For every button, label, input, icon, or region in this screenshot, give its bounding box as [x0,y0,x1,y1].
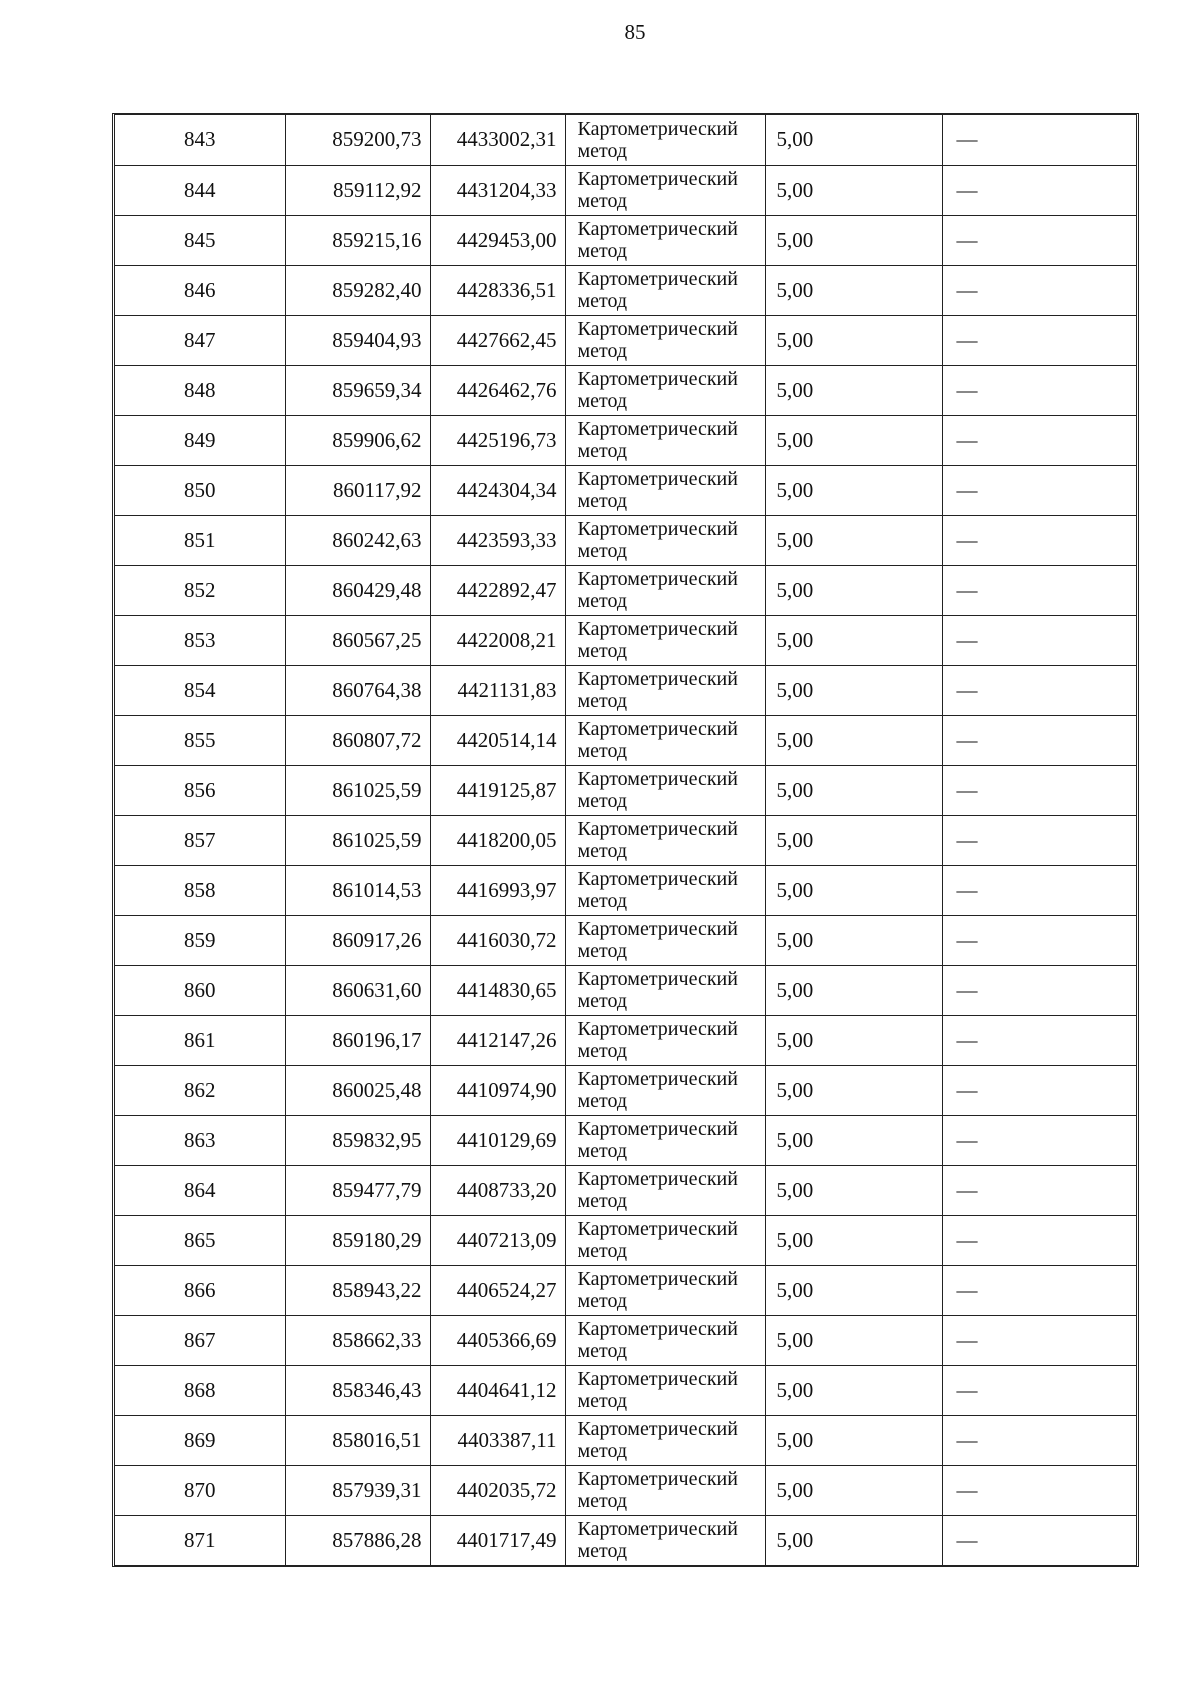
method-line-1: Картометрический [577,918,738,940]
table-row [115,465,1136,515]
method-line-1: Картометрический [577,218,738,240]
coordinates-table [115,115,1136,1565]
x-coordinate-cell: 860764,38 [285,665,430,715]
table-row [115,565,1136,615]
method-cell [565,115,765,165]
table-row [115,965,1136,1015]
method-cell [565,1215,765,1265]
table-row [115,1015,1136,1065]
method-line-1: Картометрический [577,418,738,440]
y-coordinate-cell: 4431204,33 [430,165,565,215]
point-number-cell: 856 [115,765,285,815]
table-row [115,215,1136,265]
x-coordinate-cell: 859659,34 [285,365,430,415]
method-cell [565,965,765,1015]
accuracy-cell: 5,00 [765,715,942,765]
method-cell [565,315,765,365]
y-coordinate-cell: 4408733,20 [430,1165,565,1215]
method-line-1: Картометрический [577,668,738,690]
y-coordinate-cell: 4423593,33 [430,515,565,565]
accuracy-cell: 5,00 [765,515,942,565]
description-cell: — [942,715,1136,765]
method-line-2: метод [577,590,628,612]
point-number-cell: 860 [115,965,285,1015]
x-coordinate-cell: 859180,29 [285,1215,430,1265]
x-coordinate-cell: 860917,26 [285,915,430,965]
description-cell: — [942,665,1136,715]
description-cell: — [942,565,1136,615]
method-cell [565,365,765,415]
point-number-cell: 854 [115,665,285,715]
x-coordinate-cell: 861014,53 [285,865,430,915]
method-cell [565,515,765,565]
accuracy-cell: 5,00 [765,1415,942,1465]
x-coordinate-cell: 861025,59 [285,815,430,865]
method-cell [565,465,765,515]
x-coordinate-cell: 857886,28 [285,1515,430,1565]
method-cell [565,915,765,965]
y-coordinate-cell: 4402035,72 [430,1465,565,1515]
method-cell [565,1365,765,1415]
table-row [115,1215,1136,1265]
method-line-1: Картометрический [577,1318,738,1340]
description-cell: — [942,415,1136,465]
method-line-1: Картометрический [577,818,738,840]
x-coordinate-cell: 860196,17 [285,1015,430,1065]
x-coordinate-cell: 859282,40 [285,265,430,315]
accuracy-cell: 5,00 [765,565,942,615]
y-coordinate-cell: 4416993,97 [430,865,565,915]
point-number-cell: 866 [115,1265,285,1315]
method-line-2: метод [577,240,628,262]
y-coordinate-cell: 4422892,47 [430,565,565,615]
method-cell [565,415,765,465]
point-number-cell: 843 [115,115,285,165]
accuracy-cell: 5,00 [765,615,942,665]
table-row [115,365,1136,415]
method-cell [565,865,765,915]
x-coordinate-cell: 860567,25 [285,615,430,665]
table-row [115,515,1136,565]
y-coordinate-cell: 4416030,72 [430,915,565,965]
description-cell: — [942,465,1136,515]
accuracy-cell: 5,00 [765,1365,942,1415]
point-number-cell: 845 [115,215,285,265]
method-line-2: метод [577,1190,628,1212]
method-line-1: Картометрический [577,718,738,740]
method-line-2: метод [577,1490,628,1512]
method-line-1: Картометрический [577,1518,738,1541]
point-number-cell: 868 [115,1365,285,1415]
point-number-cell: 849 [115,415,285,465]
method-line-2: метод [577,840,628,862]
table-row [115,265,1136,315]
method-cell [565,765,765,815]
accuracy-cell: 5,00 [765,765,942,815]
x-coordinate-cell: 858016,51 [285,1415,430,1465]
y-coordinate-cell: 4407213,09 [430,1215,565,1265]
description-cell: — [942,615,1136,665]
description-cell: — [942,315,1136,365]
accuracy-cell: 5,00 [765,1515,942,1565]
description-cell: — [942,115,1136,165]
table-row [115,1365,1136,1415]
x-coordinate-cell: 860117,92 [285,465,430,515]
method-line-1: Картометрический [577,868,738,890]
point-number-cell: 864 [115,1165,285,1215]
description-cell: — [942,1415,1136,1465]
point-number-cell: 846 [115,265,285,315]
method-line-2: метод [577,440,628,462]
method-line-2: метод [577,1290,628,1312]
point-number-cell: 870 [115,1465,285,1515]
point-number-cell: 861 [115,1015,285,1065]
y-coordinate-cell: 4412147,26 [430,1015,565,1065]
point-number-cell: 871 [115,1515,285,1565]
method-line-2: метод [577,1090,628,1112]
description-cell: — [942,765,1136,815]
accuracy-cell: 5,00 [765,415,942,465]
method-line-1: Картометрический [577,117,738,140]
y-coordinate-cell: 4427662,45 [430,315,565,365]
description-cell: — [942,1465,1136,1515]
method-line-2: метод [577,1340,628,1362]
accuracy-cell: 5,00 [765,1065,942,1115]
method-line-1: Картометрический [577,568,738,590]
x-coordinate-cell: 859404,93 [285,315,430,365]
method-line-2: метод [577,790,628,812]
y-coordinate-cell: 4424304,34 [430,465,565,515]
method-line-2: метод [577,340,628,362]
y-coordinate-cell: 4401717,49 [430,1515,565,1565]
point-number-cell: 848 [115,365,285,415]
accuracy-cell: 5,00 [765,915,942,965]
method-line-1: Картометрический [577,968,738,990]
description-cell: — [942,1115,1136,1165]
method-line-2: метод [577,640,628,662]
method-line-2: метод [577,139,628,162]
description-cell: — [942,215,1136,265]
method-cell [565,265,765,315]
method-cell [565,165,765,215]
method-cell [565,1315,765,1365]
method-line-2: метод [577,1440,628,1462]
method-line-2: метод [577,1240,628,1262]
description-cell: — [942,365,1136,415]
table-row [115,1465,1136,1515]
x-coordinate-cell: 859200,73 [285,115,430,165]
table-body [115,115,1136,1565]
x-coordinate-cell: 859832,95 [285,1115,430,1165]
accuracy-cell: 5,00 [765,965,942,1015]
description-cell: — [942,965,1136,1015]
y-coordinate-cell: 4426462,76 [430,365,565,415]
method-line-1: Картометрический [577,768,738,790]
point-number-cell: 847 [115,315,285,365]
accuracy-cell: 5,00 [765,865,942,915]
method-line-1: Картометрический [577,318,738,340]
method-line-2: метод [577,940,628,962]
point-number-cell: 867 [115,1315,285,1365]
page-number: 85 [624,20,646,44]
x-coordinate-cell: 858346,43 [285,1365,430,1415]
y-coordinate-cell: 4429453,00 [430,215,565,265]
table-row [115,1165,1136,1215]
method-cell [565,1265,765,1315]
table-row [115,1415,1136,1465]
method-cell [565,1515,765,1565]
x-coordinate-cell: 860242,63 [285,515,430,565]
point-number-cell: 844 [115,165,285,215]
method-cell [565,1465,765,1515]
point-number-cell: 865 [115,1215,285,1265]
method-line-2: метод [577,990,628,1012]
method-cell [565,1165,765,1215]
accuracy-cell: 5,00 [765,265,942,315]
method-cell [565,615,765,665]
method-line-1: Картометрический [577,1118,738,1140]
table-row [115,1065,1136,1115]
method-cell [565,1065,765,1115]
y-coordinate-cell: 4414830,65 [430,965,565,1015]
accuracy-cell: 5,00 [765,1165,942,1215]
x-coordinate-cell: 860631,60 [285,965,430,1015]
x-coordinate-cell: 860429,48 [285,565,430,615]
method-cell [565,565,765,615]
accuracy-cell: 5,00 [765,1115,942,1165]
accuracy-cell: 5,00 [765,465,942,515]
description-cell: — [942,1515,1136,1565]
accuracy-cell: 5,00 [765,1465,942,1515]
method-line-1: Картометрический [577,1018,738,1040]
description-cell: — [942,515,1136,565]
method-cell [565,815,765,865]
accuracy-cell: 5,00 [765,215,942,265]
method-line-1: Картометрический [577,1218,738,1240]
method-line-1: Картометрический [577,618,738,640]
description-cell: — [942,1165,1136,1215]
accuracy-cell: 5,00 [765,365,942,415]
table-row [115,615,1136,665]
point-number-cell: 862 [115,1065,285,1115]
x-coordinate-cell: 860025,48 [285,1065,430,1115]
accuracy-cell: 5,00 [765,115,942,165]
y-coordinate-cell: 4410129,69 [430,1115,565,1165]
y-coordinate-cell: 4420514,14 [430,715,565,765]
y-coordinate-cell: 4425196,73 [430,415,565,465]
method-line-2: метод [577,190,628,212]
y-coordinate-cell: 4410974,90 [430,1065,565,1115]
description-cell: — [942,265,1136,315]
point-number-cell: 859 [115,915,285,965]
x-coordinate-cell: 859112,92 [285,165,430,215]
table-row [115,165,1136,215]
method-cell [565,715,765,765]
table-row [115,1265,1136,1315]
y-coordinate-cell: 4419125,87 [430,765,565,815]
y-coordinate-cell: 4428336,51 [430,265,565,315]
coordinates-table-frame [112,113,1139,1567]
method-line-1: Картометрический [577,368,738,390]
method-line-1: Картометрический [577,1168,738,1190]
x-coordinate-cell: 859906,62 [285,415,430,465]
table-row [115,815,1136,865]
point-number-cell: 855 [115,715,285,765]
method-line-1: Картометрический [577,1068,738,1090]
description-cell: — [942,1065,1136,1115]
y-coordinate-cell: 4418200,05 [430,815,565,865]
table-row [115,1115,1136,1165]
accuracy-cell: 5,00 [765,315,942,365]
x-coordinate-cell: 858662,33 [285,1315,430,1365]
point-number-cell: 853 [115,615,285,665]
method-cell [565,215,765,265]
method-line-2: метод [577,290,628,312]
method-line-2: метод [577,890,628,912]
description-cell: — [942,165,1136,215]
x-coordinate-cell: 859477,79 [285,1165,430,1215]
y-coordinate-cell: 4403387,11 [430,1415,565,1465]
accuracy-cell: 5,00 [765,1265,942,1315]
method-line-2: метод [577,1540,628,1563]
table-row [115,765,1136,815]
description-cell: — [942,915,1136,965]
table-row [115,415,1136,465]
point-number-cell: 858 [115,865,285,915]
table-row [115,665,1136,715]
x-coordinate-cell: 859215,16 [285,215,430,265]
method-line-2: метод [577,690,628,712]
method-line-1: Картометрический [577,518,738,540]
description-cell: — [942,815,1136,865]
description-cell: — [942,1015,1136,1065]
method-line-2: метод [577,1390,628,1412]
point-number-cell: 851 [115,515,285,565]
description-cell: — [942,865,1136,915]
method-line-2: метод [577,390,628,412]
accuracy-cell: 5,00 [765,165,942,215]
method-line-1: Картометрический [577,1418,738,1440]
method-line-1: Картометрический [577,1268,738,1290]
table-row [115,315,1136,365]
method-line-1: Картометрический [577,468,738,490]
accuracy-cell: 5,00 [765,1215,942,1265]
description-cell: — [942,1215,1136,1265]
description-cell: — [942,1315,1136,1365]
method-cell [565,1115,765,1165]
method-line-2: метод [577,740,628,762]
method-line-2: метод [577,1140,628,1162]
method-line-1: Картометрический [577,1468,738,1490]
table-row [115,715,1136,765]
y-coordinate-cell: 4404641,12 [430,1365,565,1415]
accuracy-cell: 5,00 [765,665,942,715]
accuracy-cell: 5,00 [765,1315,942,1365]
method-line-1: Картометрический [577,268,738,290]
x-coordinate-cell: 858943,22 [285,1265,430,1315]
method-line-1: Картометрический [577,1368,738,1390]
table-row [115,1515,1136,1565]
point-number-cell: 869 [115,1415,285,1465]
table-row [115,865,1136,915]
method-cell [565,665,765,715]
y-coordinate-cell: 4421131,83 [430,665,565,715]
x-coordinate-cell: 857939,31 [285,1465,430,1515]
accuracy-cell: 5,00 [765,1015,942,1065]
description-cell: — [942,1365,1136,1415]
description-cell: — [942,1265,1136,1315]
method-cell [565,1415,765,1465]
point-number-cell: 857 [115,815,285,865]
method-line-2: метод [577,490,628,512]
accuracy-cell: 5,00 [765,815,942,865]
y-coordinate-cell: 4433002,31 [430,115,565,165]
point-number-cell: 852 [115,565,285,615]
point-number-cell: 863 [115,1115,285,1165]
method-line-2: метод [577,540,628,562]
method-cell [565,1015,765,1065]
y-coordinate-cell: 4405366,69 [430,1315,565,1365]
x-coordinate-cell: 861025,59 [285,765,430,815]
table-row [115,1315,1136,1365]
table-row [115,915,1136,965]
table-row [115,115,1136,165]
x-coordinate-cell: 860807,72 [285,715,430,765]
point-number-cell: 850 [115,465,285,515]
y-coordinate-cell: 4422008,21 [430,615,565,665]
y-coordinate-cell: 4406524,27 [430,1265,565,1315]
method-line-2: метод [577,1040,628,1062]
method-line-1: Картометрический [577,168,738,190]
